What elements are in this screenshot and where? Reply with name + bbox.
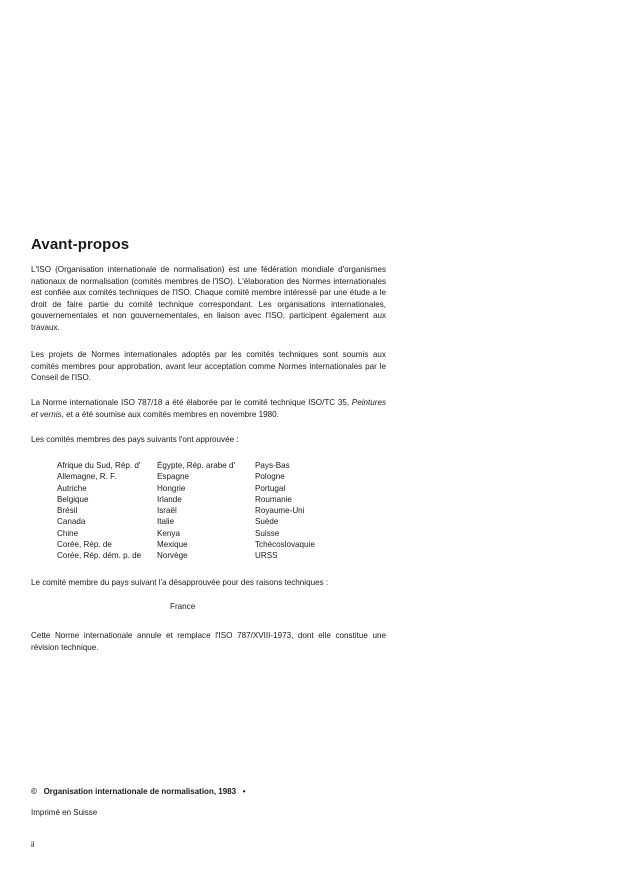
country-name: Espagne <box>157 472 189 482</box>
country-name: Corée, Rép. de <box>57 540 112 550</box>
country-name: Belgique <box>57 494 89 504</box>
country-name: Hongrie <box>157 483 186 493</box>
country-name: Mexique <box>157 540 188 550</box>
paragraph-projects: Les projets de Normes internationales adoptés par les comités techniques sont soumis aux comités membres pour approbation, avant leur acceptation comme Normes internationales par le Conseil de l'ISO. <box>31 350 386 382</box>
country-name: Roumanie <box>255 494 292 504</box>
copyright-line <box>31 787 246 796</box>
disapproved-country: France <box>170 602 196 611</box>
paragraph-standard <box>31 397 386 420</box>
copyright-text: Organisation internationale de normalisation, 1983 <box>43 787 237 796</box>
copyright-symbol: © <box>31 787 37 796</box>
country-name: Italie <box>157 517 175 527</box>
country-name: Israël <box>157 506 177 516</box>
country-name: Égypte, Rép. arabe d' <box>157 461 236 470</box>
disapproved-intro: Le comité membre du pays suivant l'a désapprouvée pour des raisons techniques : <box>31 578 329 587</box>
standard-text-end: , et a été soumise aux comités membres en novembre 1980. <box>61 409 279 419</box>
approved-intro: Les comités membres des pays suivants l'ont approuvée : <box>31 435 239 444</box>
country-name: URSS <box>255 551 278 561</box>
page-title: Avant-propos <box>31 236 130 253</box>
country-name: Pologne <box>255 472 285 482</box>
countries-column-1 <box>57 460 157 562</box>
committee-name: Peintures et vernis <box>31 398 386 419</box>
country-name: Tchécoslovaquie <box>255 540 315 550</box>
standard-text: La Norme internationale ISO 787/18 a été élaborée par le comité technique ISO/TC 35, <box>31 398 350 407</box>
country-name: Portugal <box>255 483 286 493</box>
country-name: Norvège <box>157 551 188 561</box>
country-name: Autriche <box>57 483 87 493</box>
countries-column-3 <box>255 460 315 562</box>
countries-column-2 <box>157 460 255 562</box>
country-name: Brésil <box>57 506 78 516</box>
country-name: Canada <box>57 517 86 527</box>
country-name: Corée, Rép. dém. p. de <box>57 551 142 561</box>
country-name: Allemagne, R. F. <box>57 472 117 482</box>
country-name: Kenya <box>157 528 180 538</box>
paragraph-iso-intro: L'ISO (Organisation internationale de normalisation) est une fédération mondiale d'organismes nationaux de normalisation (comités membres de l'ISO). L'élaboration des Normes internationales est confiée aux comités techniques de l'ISO. Chaque comité membre intéressé par une étude a le droit de faire partie du comité technique correspondant. Les organisations internationales, gouvernementales et non gouvernementales, en liaison avec l'ISO, participent également aux travaux. <box>31 265 386 332</box>
approved-countries-list <box>57 460 315 562</box>
country-name: Pays-Bas <box>255 461 290 470</box>
country-name: Afrique du Sud, Rép. d' <box>57 461 141 470</box>
country-name: Irlande <box>157 494 182 504</box>
page-number: ii <box>31 840 35 849</box>
country-name: Royaume-Uni <box>255 506 305 516</box>
bullet-icon: • <box>242 787 246 796</box>
country-name: Chine <box>57 528 79 538</box>
country-name: Suisse <box>255 528 280 538</box>
paragraph-replacement: Cette Norme internationale annule et remplace l'ISO 787/XVIII-1973, dont elle constitue une révision technique. <box>31 631 386 652</box>
printed-in: Imprimé en Suisse <box>31 808 98 817</box>
country-name: Suède <box>255 517 279 527</box>
